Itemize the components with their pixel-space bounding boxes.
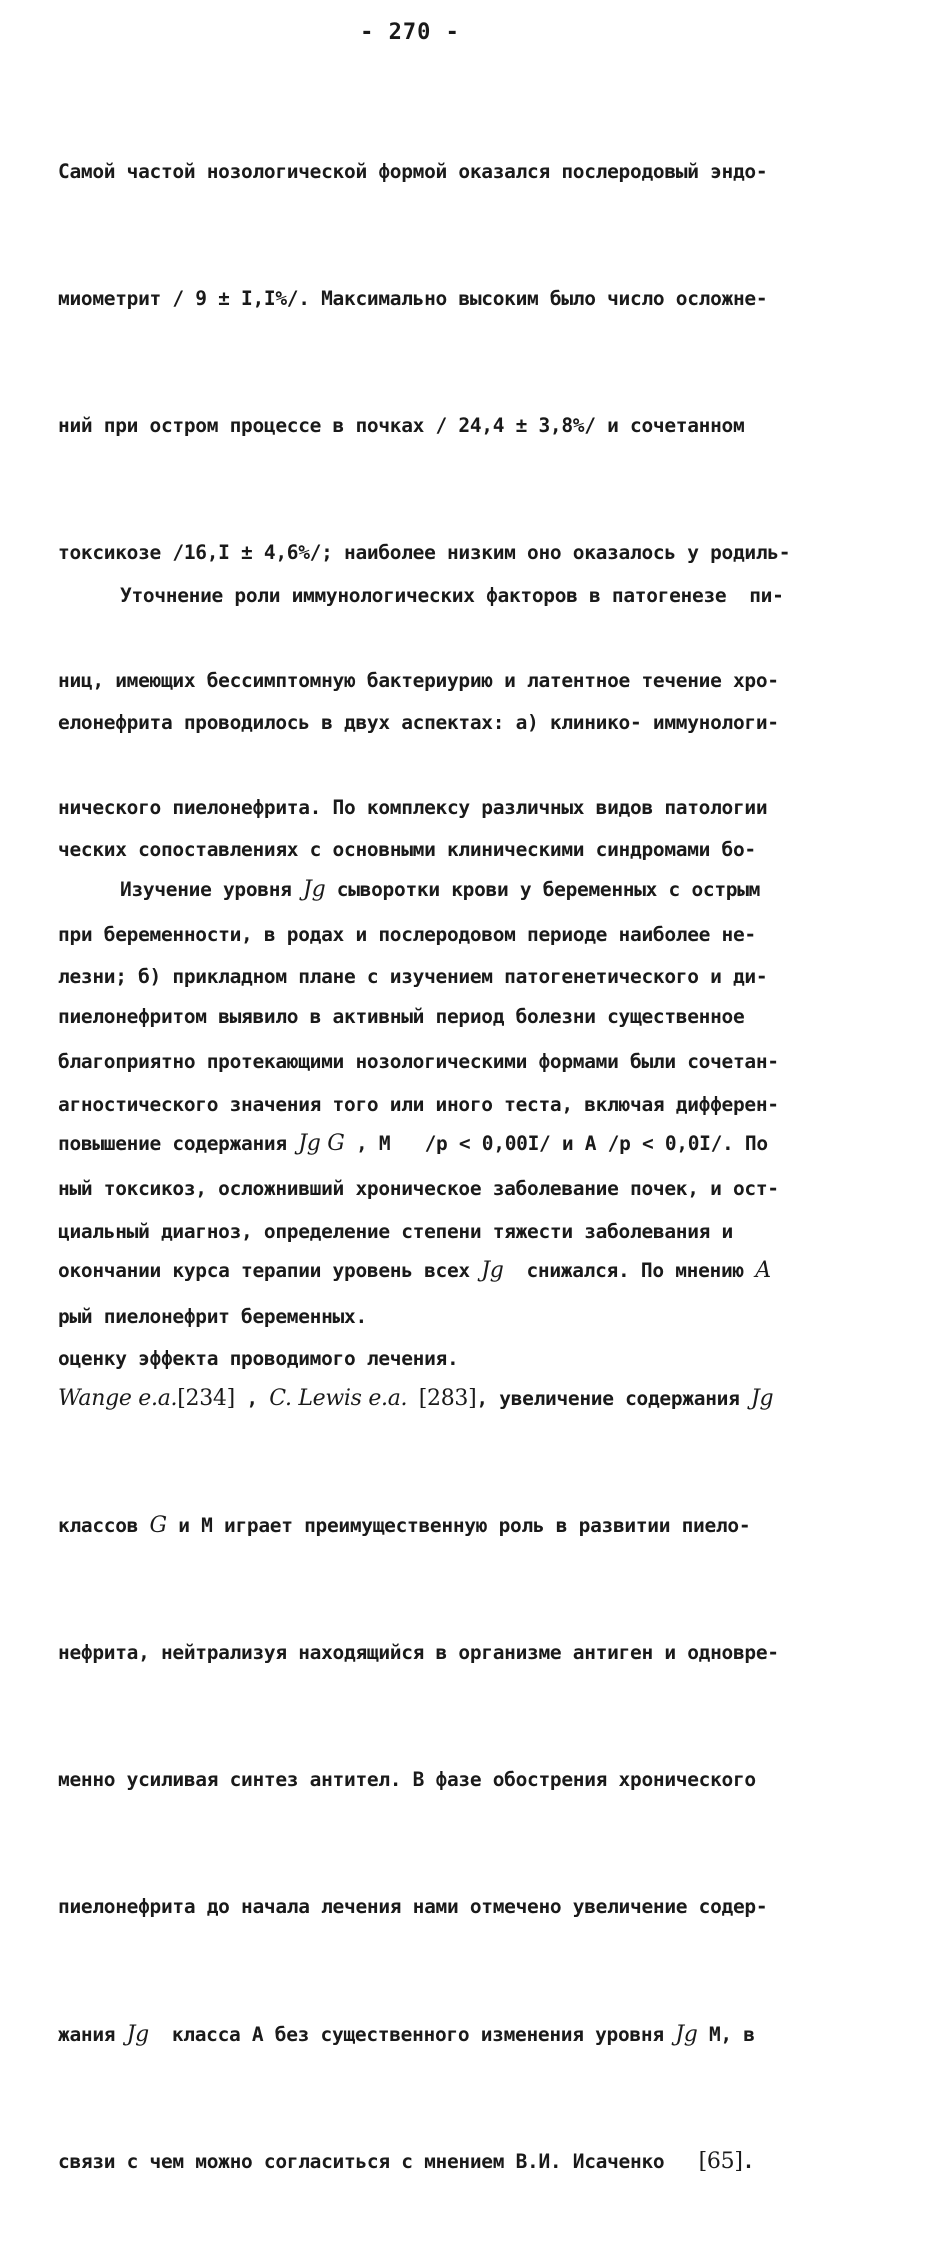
- author-name: C. Lewis e.a.: [269, 1385, 408, 1411]
- immunoglobulin-symbol: Jg: [675, 2021, 698, 2047]
- line-text: M, в: [697, 2022, 755, 2046]
- line-text: и M играет преимущественную роль в развитии пиело-: [166, 1513, 751, 1537]
- text-line: менно усиливая синтез антител. В фазе обострения хронического: [58, 1768, 756, 1792]
- text-line: миометрит / 9 ± I,I%/. Максимально высоким было число осложне-: [58, 287, 768, 311]
- line-text: , M /p < 0,00I/ и A /p < 0,0I/. По: [344, 1132, 768, 1156]
- text-line: Самой частой нозологической формой оказался послеродовый эндо-: [58, 159, 768, 183]
- line-text: сыворотки крови у беременных с острым: [325, 877, 761, 901]
- line-text: .: [742, 2149, 755, 2173]
- line-text: классов: [58, 1513, 150, 1537]
- text-line: лезни; б) прикладном плане с изучением патогенетического и ди-: [58, 965, 768, 989]
- text-line: [58, 1123, 878, 1165]
- immunoglobulin-symbol: Jg: [750, 1385, 774, 1411]
- text-line: нического пиелонефрита. По комплексу различных видов патологии: [58, 795, 768, 819]
- text-line: благоприятно протекающими нозологическими формами были сочетан-: [58, 1050, 779, 1074]
- text-line: рый пиелонефрит беременных.: [58, 1304, 367, 1328]
- line-text: ,: [234, 1386, 270, 1410]
- immunoglobulin-symbol: Jg G: [298, 1131, 345, 1157]
- text-line: при беременности, в родах и послеродовом периоде наиболее не-: [58, 923, 756, 947]
- line-text: окончании курса терапии уровень всех: [58, 1259, 482, 1283]
- line-text: , увеличение содержания: [476, 1386, 751, 1410]
- text-line: нефрита, нейтрализуя находящийся в организме антиген и одновре-: [58, 1641, 779, 1665]
- text-line: [58, 1378, 878, 1420]
- text-line: ный токсикоз, осложнивший хроническое заболевание почек, и ост-: [58, 1177, 779, 1201]
- text-line: [58, 1505, 878, 1547]
- class-symbol: G: [149, 1512, 167, 1538]
- line-text: повышение содержания: [58, 1132, 299, 1156]
- paragraph-3: [58, 784, 878, 2268]
- text-line: [58, 2141, 878, 2183]
- text-line: циальный диагноз, определение степени тяжести заболевания и: [58, 1219, 733, 1243]
- text-line: елонефрита проводилось в двух аспектах: а) клинико- иммунологи-: [58, 711, 779, 735]
- text-line: Уточнение роли иммунологических факторов в патогенезе пи-: [120, 583, 784, 607]
- line-text: снижался. По мнению: [503, 1259, 756, 1283]
- page-number: - 270 -: [360, 20, 460, 45]
- text-line: токсикозе /16,I ± 4,6%/; наиболее низким оно оказалось у родиль-: [58, 541, 791, 565]
- line-text: жания: [58, 2022, 127, 2046]
- author-name: Wange e.a.: [58, 1385, 178, 1411]
- immunoglobulin-symbol: Jg: [481, 1258, 504, 1284]
- citation-reference: [234]: [177, 1385, 235, 1411]
- line-text: связи с чем можно согласиться с мнением В.И. Исаченко: [58, 2149, 699, 2173]
- line-text: Изучение уровня: [120, 877, 304, 901]
- text-line: ческих сопоставлениях с основными клиническими синдромами бо-: [58, 838, 756, 862]
- text-line: пиелонефритом выявило в активный период болезни существенное: [58, 1005, 745, 1029]
- text-line: ний при остром процессе в почках / 24,4 ± 3,8%/ и сочетанном: [58, 414, 745, 438]
- text-line: агностического значения того или иного теста, включая дифферен-: [58, 1092, 779, 1116]
- citation-reference: [283]: [418, 1385, 477, 1411]
- immunoglobulin-symbol: Jg: [126, 2021, 149, 2047]
- text-line: оценку эффекта проводимого лечения.: [58, 1347, 459, 1371]
- citation-reference: [65]: [698, 2148, 743, 2174]
- text-line: [58, 869, 878, 911]
- text-line: ниц, имеющих бессимптомную бактериурию и латентное течение хро-: [58, 668, 779, 692]
- immunoglobulin-symbol: Jg: [303, 876, 326, 902]
- author-initial: A: [755, 1258, 771, 1284]
- text-line: [58, 2014, 878, 2056]
- line-text: класса A без существенного изменения уровня: [148, 2022, 676, 2046]
- text-line: пиелонефрита до начала лечения нами отмечено увеличение содер-: [58, 1895, 768, 1919]
- text-line: [58, 1250, 878, 1292]
